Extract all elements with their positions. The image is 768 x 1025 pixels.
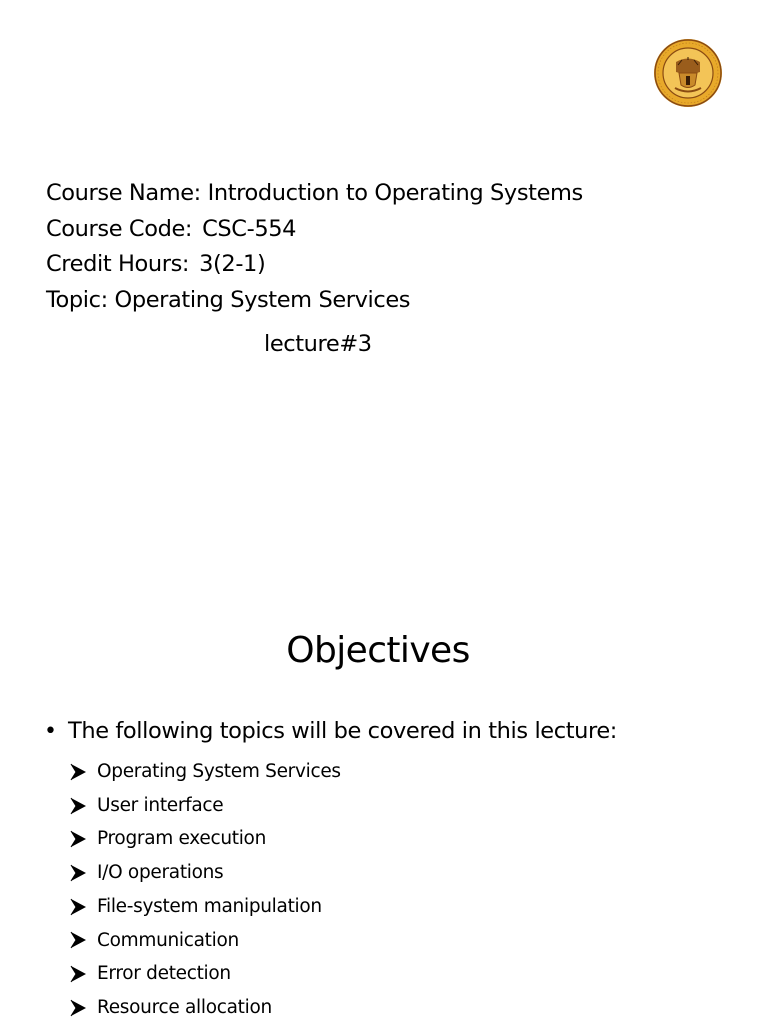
list-item: [70, 991, 341, 1025]
arrowhead-bullet-icon: [70, 863, 97, 883]
lecture-number: lecture#3: [264, 331, 372, 357]
credit-hours-label: Credit Hours:: [46, 251, 190, 277]
course-code-line: [46, 212, 583, 248]
topic-text: I/O operations: [97, 862, 224, 884]
arrowhead-bullet-icon: [70, 897, 97, 917]
objectives-slide: [0, 560, 768, 1024]
topic-text: Program execution: [97, 828, 266, 850]
arrowhead-bullet-icon: [70, 796, 97, 816]
topics-list: [70, 755, 341, 1025]
topic-text: File-system manipulation: [97, 895, 322, 917]
topic-text: Operating System Services: [97, 761, 341, 782]
topic-line: [46, 283, 583, 319]
list-item: [70, 924, 341, 958]
list-item: [70, 856, 341, 890]
course-name-value: Introduction to Operating Systems: [207, 180, 583, 206]
arrowhead-bullet-icon: [70, 964, 97, 984]
topic-text: Resource allocation: [97, 996, 272, 1018]
topic-text: Error detection: [97, 963, 231, 985]
list-item: [70, 755, 341, 789]
arrowhead-bullet-icon: [70, 762, 97, 782]
credit-hours-value: 3(2-1): [199, 251, 266, 277]
intro-bullet-line: [44, 715, 617, 748]
topic-text: User interface: [97, 794, 224, 816]
university-seal-icon: [653, 38, 723, 108]
course-code-label: Course Code:: [46, 215, 193, 242]
intro-text: The following topics will be covered in this lecture:: [68, 718, 617, 744]
slide-title: Objectives: [286, 630, 470, 671]
list-item: [70, 890, 341, 924]
list-item: [70, 957, 341, 991]
course-code-value: CSC-554: [202, 215, 297, 242]
course-name-label: Course Name:: [46, 180, 201, 206]
course-name-line: [46, 176, 583, 212]
arrowhead-bullet-icon: [70, 930, 97, 950]
arrowhead-bullet-icon: [70, 998, 97, 1018]
list-item: [70, 789, 341, 823]
arrowhead-bullet-icon: [70, 829, 97, 849]
topic-label: Topic:: [46, 286, 108, 313]
bullet-icon: •: [44, 719, 57, 744]
topic-value: Operating System Services: [114, 286, 411, 313]
credit-hours-line: [46, 247, 583, 283]
course-details: [46, 176, 583, 318]
list-item: [70, 822, 341, 856]
topic-text: Communication: [97, 929, 239, 951]
